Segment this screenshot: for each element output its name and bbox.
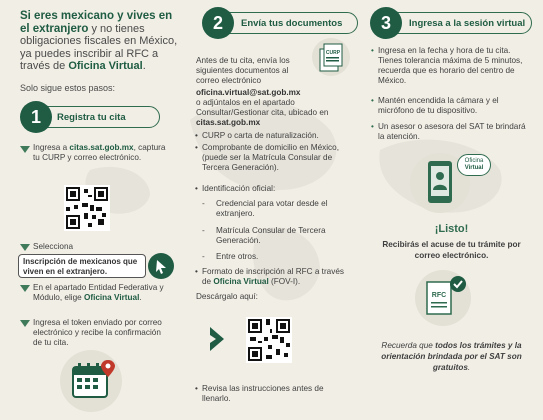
step-3-bullet-2: • Mantén encendida la cámara y el micrófono de tu dispositivo. xyxy=(378,96,528,116)
qr-code-icon[interactable] xyxy=(64,185,110,231)
free-service-note: Recuerda que todos los trámites y la orientación brindada por el SAT son gratuitos. xyxy=(381,341,522,372)
step-1-instruction-2: Selecciona xyxy=(33,242,74,251)
step-2-url[interactable]: citas.sat.gob.mx xyxy=(196,118,261,127)
badge-line-1: Oficina xyxy=(464,158,484,164)
step-3-title: Ingresa a la sesión virtual xyxy=(409,17,526,29)
download-label: Descárgalo aquí: xyxy=(196,292,258,301)
step-3-bullet-3: • Un asesor o asesora del SAT te brindará la atención. xyxy=(378,122,528,142)
step-2-sub-3: - Entre otros. xyxy=(216,252,346,262)
done-title: ¡Listo! xyxy=(434,223,469,235)
step-2-bullet-4: • Formato de inscripción al RFC a través de Oficina Virtual (FOV-I). xyxy=(202,267,352,287)
step-1-number: 1 xyxy=(20,101,52,133)
step-2-bullet-1: • CURP o carta de naturalización. xyxy=(202,131,352,141)
column-step-2 xyxy=(180,0,360,420)
intro-end: . xyxy=(142,60,146,72)
badge-line-2: Virtual xyxy=(464,165,484,171)
intro-link[interactable]: Oficina Virtual xyxy=(68,60,143,72)
selection-option-box[interactable]: Inscripción de mexicanos que viven en el extranjero. xyxy=(18,254,146,278)
rfc-document-icon xyxy=(415,270,471,326)
oficina-virtual-badge xyxy=(457,154,491,176)
column-step-1 xyxy=(0,0,180,420)
step-2-bullet-2: • Comprobante de domicilio en México, (puede ser la Matrícula Consular de Tercera Generación). xyxy=(202,143,352,173)
step-2-bullet-3: • Identificación oficial: xyxy=(202,184,352,194)
step-1-title: Registra tu cita xyxy=(57,111,126,123)
step-2-email[interactable]: oficina.virtual@sat.gob.mx xyxy=(196,88,301,97)
step-2-header xyxy=(214,12,358,34)
cursor-icon xyxy=(148,253,174,279)
step-1-instruction-3: En el apartado Entidad Federativa y Módulo, elige Oficina Virtual. xyxy=(33,283,164,302)
triangle-bullet-icon xyxy=(20,146,30,153)
column-step-3 xyxy=(360,0,543,420)
calendar-icon xyxy=(60,350,122,412)
step-3-header xyxy=(382,12,532,34)
triangle-bullet-icon xyxy=(20,320,30,327)
qr-code-icon[interactable] xyxy=(246,317,292,363)
receipt-text: Recibirás el acuse de tu trámite por correo electrónico. xyxy=(382,240,521,260)
doc-label: CURP xyxy=(325,50,341,56)
step-2-paragraph-2: o adjúntalos en el apartado Consultar/Gestionar cita, ubicado en xyxy=(196,98,329,117)
intro-bold: Si eres mexicano y vives en el extranjero xyxy=(20,10,173,35)
chevron-right-icon xyxy=(208,325,228,353)
step-2-number: 2 xyxy=(202,7,234,39)
documents-icon xyxy=(312,38,350,76)
rfc-label: RFC xyxy=(431,292,447,299)
step-1-instruction-4: Ingresa el token enviado por correo electrónico y recibe la confirmación de tu cita. xyxy=(33,318,162,347)
step-2-sub-2: - Matrícula Consular de Tercera Generación. xyxy=(216,226,346,246)
step-2-paragraph-1: Antes de tu cita, envía los siguientes documentos al correo electrónico xyxy=(196,56,290,85)
steps-intro: Solo sigue estos pasos: xyxy=(20,83,116,93)
step-3-number: 3 xyxy=(370,7,402,39)
intro-text xyxy=(20,10,180,73)
step-2-sub-1: - Credencial para votar desde el extranjero. xyxy=(216,199,346,219)
step-2-title: Envía tus documentos xyxy=(241,17,343,29)
triangle-bullet-icon xyxy=(20,285,30,292)
step-1-instruction-1: Ingresa a citas.sat.gob.mx, captura tu CURP y correo electrónico. xyxy=(33,143,166,162)
step-2-bullet-5: • Revisa las instrucciones antes de llenarlo. xyxy=(202,384,342,404)
step-3-bullet-1: • Ingresa en la fecha y hora de tu cita. Tienes tolerancia máxima de 5 minutos, recuerda que es horario del centro de México. xyxy=(378,46,528,86)
triangle-bullet-icon xyxy=(20,244,30,251)
intro-rest: y no tienes obligaciones fiscales en México, ya puedes inscribir al RFC a través de xyxy=(20,22,178,72)
